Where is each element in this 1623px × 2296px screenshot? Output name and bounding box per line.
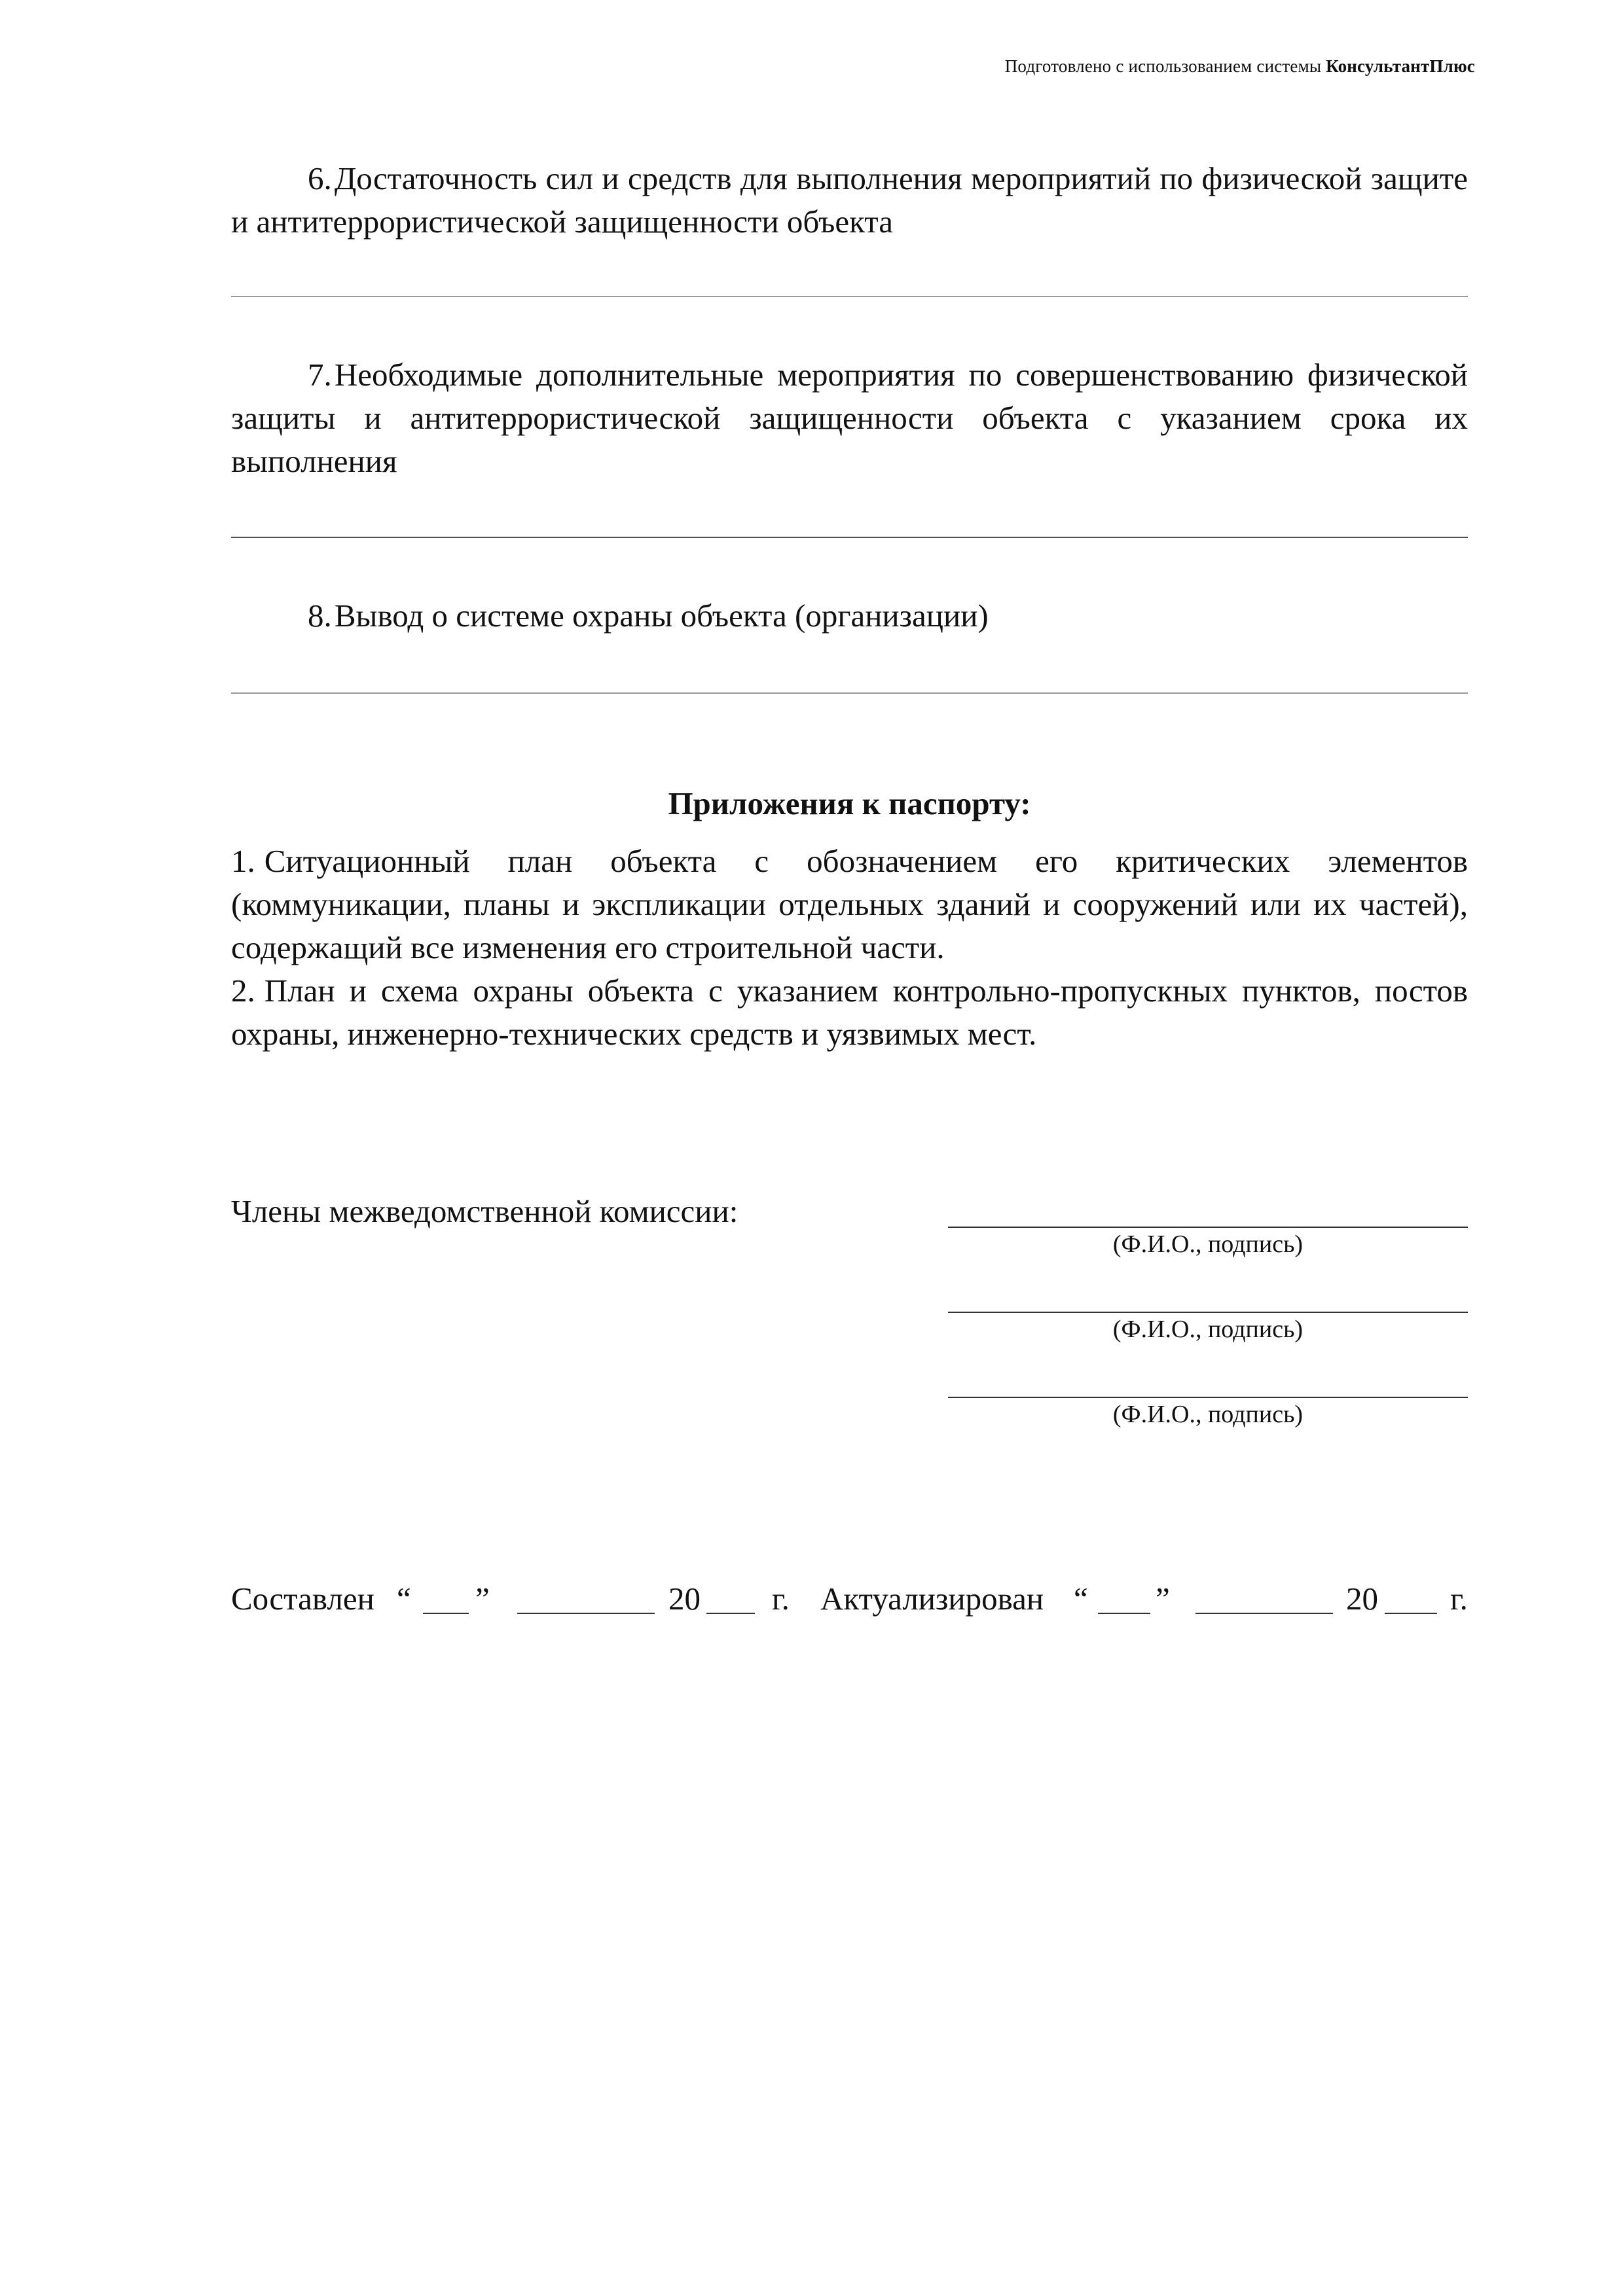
updated-day-field[interactable] [1098, 1613, 1150, 1614]
updated-quote-close: ” [1156, 1581, 1170, 1617]
signature-line-1[interactable] [948, 1227, 1468, 1228]
section-6-answer-line[interactable] [231, 296, 1468, 297]
signature-line-2[interactable] [948, 1312, 1468, 1313]
header-note [1005, 56, 1475, 77]
composed-quote-open: “ [397, 1581, 411, 1617]
updated-month-field[interactable] [1195, 1613, 1333, 1614]
composed-quote-close: ” [475, 1581, 490, 1617]
section-8 [231, 594, 1468, 637]
appendix-item-number: 1. [231, 843, 255, 879]
footer-dates [231, 1577, 1468, 1621]
section-7-text: Необходимые дополнительные мероприятия по совершенствованию физической защиты и антитеррористической защищенности объекта с указанием срока их выполнения [231, 357, 1468, 479]
composed-year-field[interactable] [706, 1613, 755, 1614]
appendix-item-text: План и схема охраны объекта с указанием контрольно-пропускных пунктов, постов охраны, инженерно-технических средств и уязвимых мест. [231, 973, 1468, 1052]
appendices-list [231, 840, 1468, 1056]
updated-year-suffix: г. [1450, 1581, 1468, 1617]
composed-day-field[interactable] [423, 1613, 469, 1614]
signature-caption-1: (Ф.И.О., подпись) [1112, 1230, 1304, 1258]
composed-label: Составлен [231, 1581, 374, 1617]
section-8-number: 8. [308, 598, 332, 634]
section-6 [231, 157, 1468, 243]
composed-month-field[interactable] [517, 1613, 655, 1614]
section-8-answer-line[interactable] [231, 692, 1468, 694]
appendix-item-text: Ситуационный план объекта с обозначением его критических элементов (коммуникации, планы и экспликации отдельных зданий и сооружений или их частей), содержащий все изменения его строительной части. [231, 843, 1468, 965]
header-prefix: Подготовлено с использованием системы [1004, 56, 1322, 76]
section-6-number: 6. [308, 160, 332, 196]
section-6-text: Достаточность сил и средств для выполнения мероприятий по физической защите и антитеррористической защищенности объекта [231, 160, 1468, 240]
section-8-text: Вывод о системе охраны объекта (организации) [334, 598, 989, 634]
appendices-title: Приложения к паспорту: [668, 785, 1031, 821]
appendix-item-2 [231, 969, 1468, 1056]
section-7-answer-line[interactable] [231, 537, 1468, 538]
appendix-item-1 [231, 840, 1468, 969]
updated-year-field[interactable] [1385, 1613, 1437, 1614]
updated-year-prefix: 20 [1346, 1581, 1378, 1617]
commission-label: Члены межведомственной комиссии: [231, 1193, 739, 1229]
signature-line-3[interactable] [948, 1397, 1468, 1398]
updated-label: Актуализирован [820, 1581, 1044, 1617]
header-brand: КонсультантПлюс [1326, 56, 1475, 76]
appendix-item-number: 2. [231, 973, 255, 1009]
section-7 [231, 353, 1468, 483]
section-7-number: 7. [308, 357, 332, 393]
signature-caption-2: (Ф.И.О., подпись) [1112, 1316, 1304, 1343]
signature-caption-3: (Ф.И.О., подпись) [1112, 1401, 1304, 1428]
composed-year-prefix: 20 [668, 1581, 701, 1617]
composed-year-suffix: г. [772, 1581, 790, 1617]
updated-quote-open: “ [1074, 1581, 1088, 1617]
